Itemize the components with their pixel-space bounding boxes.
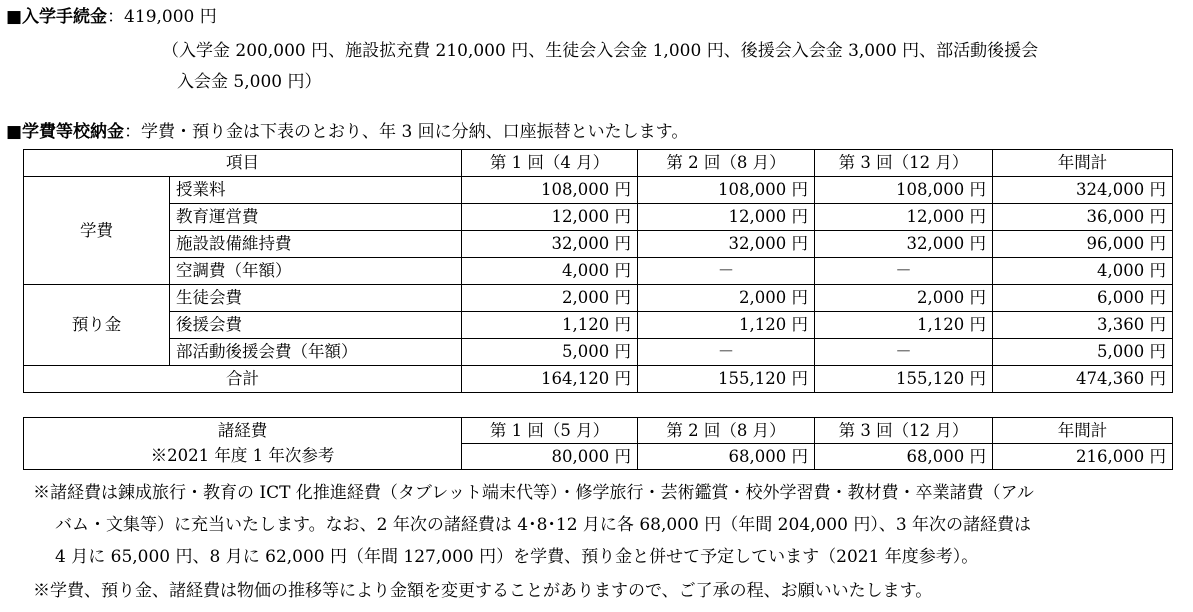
misc-col-round1: 第 1 回（5 月） <box>462 418 638 444</box>
table-row <box>24 204 1173 231</box>
row-item: 部活動後援会費（年額） <box>170 339 462 366</box>
misc-label: 諸経費 <box>24 418 462 444</box>
cell-annual: 96,000 円 <box>993 231 1173 258</box>
entrance-fee-amount: ：419,000 円 <box>107 7 217 27</box>
row-item: 施設設備維持費 <box>170 231 462 258</box>
cell-annual: 6,000 円 <box>993 285 1173 312</box>
sum-round2: 155,120 円 <box>638 366 815 393</box>
note1-line1: ※諸経費は錬成旅行・教育の ICT 化推進経費（タブレット端末代等）・修学旅行・芸術鑑賞・校外学習費・教材費・卒業諸費（アル <box>33 483 1034 503</box>
cell-round2: － <box>638 339 815 366</box>
cell-round1: 4,000 円 <box>462 258 638 285</box>
row-item: 空調費（年額） <box>170 258 462 285</box>
table-row <box>24 231 1173 258</box>
misc-table <box>23 417 1173 470</box>
table-row <box>24 339 1173 366</box>
note1-line2: バム・文集等）に充当いたします。なお、2 年次の諸経費は 4･8･12 月に各 68,000 円（年間 204,000 円）、3 年次の諸経費は <box>55 515 1032 535</box>
table-row <box>24 285 1173 312</box>
misc-value-round3: 68,000 円 <box>815 444 993 470</box>
misc-value-annual: 216,000 円 <box>993 444 1173 470</box>
sum-round1: 164,120 円 <box>462 366 638 393</box>
sum-round3: 155,120 円 <box>815 366 993 393</box>
tuition-heading: ■学費等校納金 <box>6 122 125 142</box>
table-header-row <box>24 150 1173 177</box>
cell-annual: 324,000 円 <box>993 177 1173 204</box>
cell-round2: 2,000 円 <box>638 285 815 312</box>
tuition-description: ：学費・預り金は下表のとおり、年 3 回に分納、口座振替といたします。 <box>124 122 689 142</box>
row-item: 教育運営費 <box>170 204 462 231</box>
sum-annual: 474,360 円 <box>993 366 1173 393</box>
cell-annual: 5,000 円 <box>993 339 1173 366</box>
misc-value-row <box>24 444 1173 470</box>
misc-sublabel: ※2021 年度 1 年次参考 <box>24 444 462 470</box>
cell-annual: 36,000 円 <box>993 204 1173 231</box>
table-row <box>24 258 1173 285</box>
cell-round2: 1,120 円 <box>638 312 815 339</box>
tuition-heading-line <box>6 121 688 143</box>
group-label-tuition: 学費 <box>24 177 170 285</box>
misc-value-round1: 80,000 円 <box>462 444 638 470</box>
entrance-fee-detail-2: 入会金 5,000 円） <box>177 72 322 92</box>
cell-round2: 12,000 円 <box>638 204 815 231</box>
col-header-round1: 第 1 回（4 月） <box>462 150 638 177</box>
note1-line3: 4 月に 65,000 円、8 月に 62,000 円（年間 127,000 円）を学費、預り金と併せて予定しています（2021 年度参考）。 <box>55 547 979 567</box>
col-header-annual: 年間計 <box>993 150 1173 177</box>
note2: ※学費、預り金、諸経費は物価の推移等により金額を変更することがありますので、ご了承の程、お願いいたします。 <box>33 581 933 601</box>
cell-round3: 108,000 円 <box>815 177 993 204</box>
col-header-round3: 第 3 回（12 月） <box>815 150 993 177</box>
group-label-deposit: 預り金 <box>24 285 170 366</box>
cell-round2: 108,000 円 <box>638 177 815 204</box>
misc-col-round2: 第 2 回（8 月） <box>638 418 815 444</box>
cell-round3: 2,000 円 <box>815 285 993 312</box>
col-header-round2: 第 2 回（8 月） <box>638 150 815 177</box>
table-sum-row <box>24 366 1173 393</box>
cell-annual: 4,000 円 <box>993 258 1173 285</box>
cell-round1: 2,000 円 <box>462 285 638 312</box>
sum-label: 合計 <box>24 366 462 393</box>
row-item: 後援会費 <box>170 312 462 339</box>
cell-round1: 5,000 円 <box>462 339 638 366</box>
cell-round3: － <box>815 339 993 366</box>
entrance-fee-detail-1: （入学金 200,000 円、施設拡充費 210,000 円、生徒会入会金 1,000 円、後援会入会金 3,000 円、部活動後援会 <box>162 41 1039 61</box>
cell-round3: － <box>815 258 993 285</box>
cell-round2: － <box>638 258 815 285</box>
cell-round1: 32,000 円 <box>462 231 638 258</box>
misc-col-annual: 年間計 <box>993 418 1173 444</box>
col-header-item: 項目 <box>24 150 462 177</box>
entrance-fee-heading: ■入学手続金 <box>6 7 108 27</box>
table-row <box>24 312 1173 339</box>
cell-round2: 32,000 円 <box>638 231 815 258</box>
tuition-table <box>23 149 1173 393</box>
row-item: 授業料 <box>170 177 462 204</box>
misc-value-round2: 68,000 円 <box>638 444 815 470</box>
cell-round1: 12,000 円 <box>462 204 638 231</box>
table-row <box>24 177 1173 204</box>
cell-annual: 3,360 円 <box>993 312 1173 339</box>
cell-round1: 108,000 円 <box>462 177 638 204</box>
cell-round3: 1,120 円 <box>815 312 993 339</box>
cell-round3: 12,000 円 <box>815 204 993 231</box>
misc-header-row <box>24 418 1173 444</box>
cell-round3: 32,000 円 <box>815 231 993 258</box>
row-item: 生徒会費 <box>170 285 462 312</box>
entrance-fee-line <box>6 6 217 28</box>
misc-col-round3: 第 3 回（12 月） <box>815 418 993 444</box>
cell-round1: 1,120 円 <box>462 312 638 339</box>
